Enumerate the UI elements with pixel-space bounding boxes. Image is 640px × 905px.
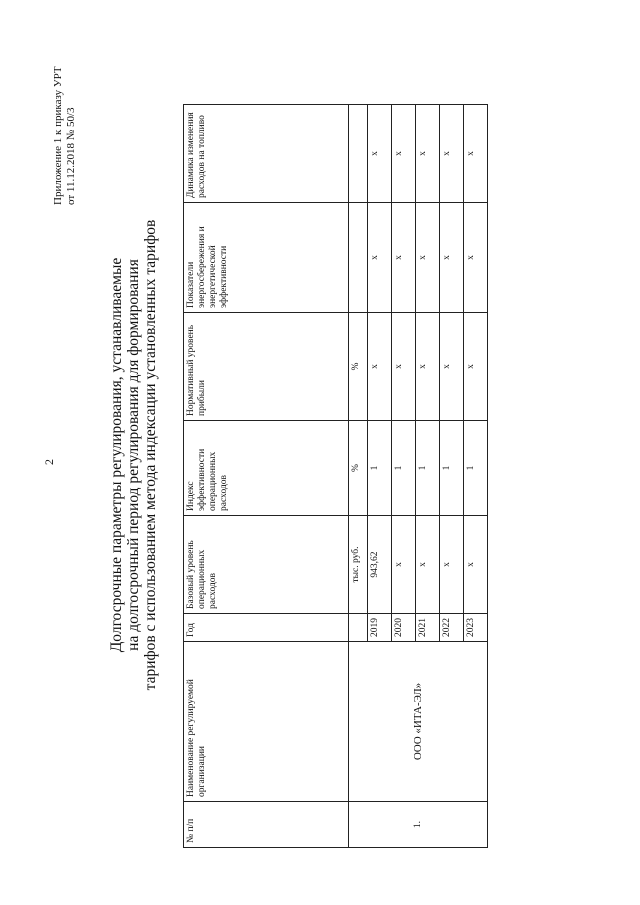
table-header-row	[184, 105, 349, 848]
cell-fuel-dynamics: х	[440, 105, 464, 203]
cell-profit-level: х	[464, 313, 488, 421]
header-organization: Наименование регулируемой организации	[184, 642, 349, 802]
cell-energy-indicators: х	[368, 203, 392, 313]
table-units-row	[349, 105, 368, 848]
unit-fuel-dynamics	[349, 105, 368, 203]
cell-base-level: х	[416, 516, 440, 614]
cell-year: 2019	[368, 614, 392, 642]
cell-fuel-dynamics: х	[416, 105, 440, 203]
unit-energy-indicators	[349, 203, 368, 313]
cell-profit-level: х	[392, 313, 416, 421]
appendix-line-2: от 11.12.2018 № 50/3	[65, 107, 77, 205]
unit-efficiency-index: %	[349, 421, 368, 516]
cell-profit-level: х	[416, 313, 440, 421]
cell-profit-level: х	[440, 313, 464, 421]
cell-energy-indicators: х	[464, 203, 488, 313]
cell-fuel-dynamics: х	[392, 105, 416, 203]
cell-energy-indicators: х	[416, 203, 440, 313]
header-num: № п/п	[184, 802, 349, 848]
cell-fuel-dynamics: х	[464, 105, 488, 203]
document-title	[108, 145, 159, 765]
appendix-line-1: Приложение 1 к приказу УРТ	[52, 66, 64, 205]
cell-base-level: 943,62	[368, 516, 392, 614]
parameters-table	[183, 104, 488, 848]
header-year: Год	[184, 614, 349, 642]
cell-efficiency-index: 1	[368, 421, 392, 516]
cell-energy-indicators: х	[440, 203, 464, 313]
cell-base-level: х	[392, 516, 416, 614]
unit-year	[349, 614, 368, 642]
header-energy-indicators: Показатели энергосбережения и энергетической эффективности	[184, 203, 349, 313]
title-line-3: тарифов с использованием метода индексации установленных тарифов	[142, 219, 159, 691]
cell-base-level: х	[464, 516, 488, 614]
cell-base-level: х	[440, 516, 464, 614]
cell-efficiency-index: 1	[440, 421, 464, 516]
header-base-level: Базовый уровень операционных расходов	[184, 516, 349, 614]
page-number: 2	[42, 459, 56, 465]
cell-efficiency-index: 1	[416, 421, 440, 516]
cell-profit-level: х	[368, 313, 392, 421]
header-efficiency-index: Индекс эффективности операционных расходов	[184, 421, 349, 516]
unit-profit-level: %	[349, 313, 368, 421]
cell-energy-indicators: х	[392, 203, 416, 313]
cell-fuel-dynamics: х	[368, 105, 392, 203]
cell-year: 2022	[440, 614, 464, 642]
cell-year: 2023	[464, 614, 488, 642]
appendix-note	[52, 66, 78, 205]
table-organization-name: ООО «ИТА-ЭЛ»	[349, 642, 488, 802]
header-profit-level: Нормативный уровень прибыли	[184, 313, 349, 421]
unit-base-level: тыс. руб.	[349, 516, 368, 614]
header-fuel-dynamics: Динамика изменения расходов на топливо	[184, 105, 349, 203]
title-line-2: на долгосрочный период регулирования для формирования	[125, 259, 142, 651]
table-row-number: 1.	[349, 802, 488, 848]
cell-efficiency-index: 1	[392, 421, 416, 516]
cell-year: 2020	[392, 614, 416, 642]
cell-efficiency-index: 1	[464, 421, 488, 516]
cell-year: 2021	[416, 614, 440, 642]
title-line-1: Долгосрочные параметры регулирования, устанавливаемые	[108, 257, 125, 653]
